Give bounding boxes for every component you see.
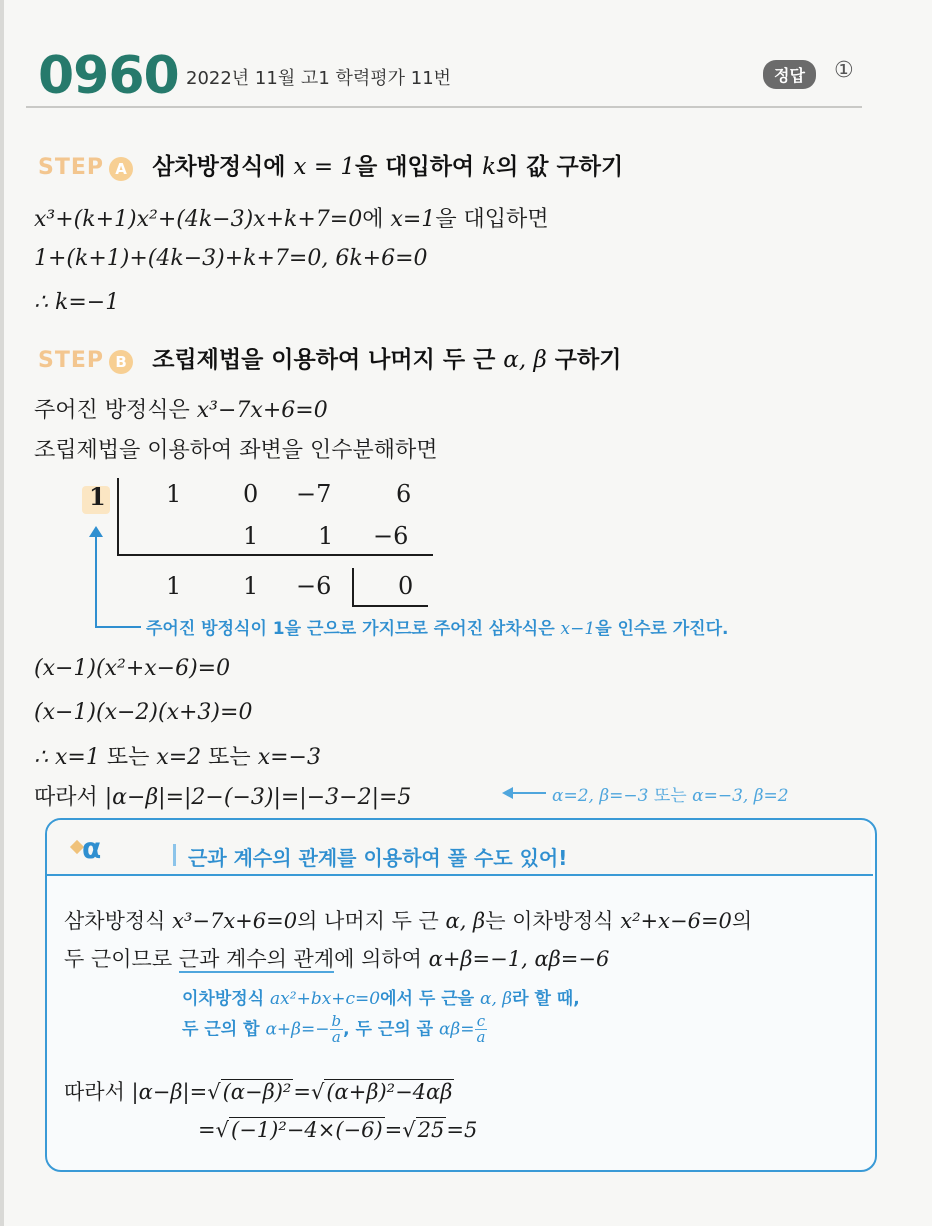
or-text: 또는 [201,745,258,770]
step-b-label: STEP [38,348,105,373]
sqrt-symbol: √ [402,1118,416,1142]
therefore: ∴ [34,745,55,770]
tip-note2-text-2: , 두 근의 곱 [343,1019,439,1040]
tip-note-2 [182,1014,487,1045]
step-b-title-math: α, β [503,347,547,373]
row1-cell: 0 [243,480,259,508]
tip-note2-math-2: αβ= [438,1019,475,1040]
row2-cell: 1 [243,522,259,550]
or-text: 또는 [99,745,157,770]
fraction-c-over-a [475,1014,488,1045]
step-a-title-text-2: 을 대입하여 [355,154,483,180]
sqrt-content: (−1)²−4×(−6) [231,1118,383,1142]
sqrt-symbol: √ [207,1080,221,1104]
sqrt-symbol: √ [310,1080,325,1104]
step-a-line1-math-2: x=1 [390,207,436,232]
step-a-equation: x³+(k+1)x²+(4k−3)x+k+7=0 [34,207,363,232]
tip-note1-math: ax²+bx+c=0 [270,989,381,1009]
tip-line3-math: |α−β|= [131,1080,208,1104]
sqrt-symbol: √ [215,1118,229,1142]
side-note-arrow-shaft [512,792,546,794]
note-arrow-leg [95,626,141,628]
tip-note-1 [182,984,580,1009]
equals: = [384,1118,403,1142]
tip-line1-text-4: 의 [731,909,753,933]
tip-header-divider [45,874,873,876]
tip-note1-math-2: α, β [479,989,513,1009]
up-arrow-icon [89,526,103,537]
step-b-heading [38,341,621,374]
tip-line1-text-3: 는 이차방정식 [485,909,621,933]
fraction-numerator: b [331,1012,342,1030]
step-a-heading [38,148,623,181]
final-value: =5 [446,1118,478,1142]
root-3: x=−3 [257,745,321,770]
step-a-title-k: k [482,154,497,180]
side-note [552,781,789,806]
tip-note1-text-2: 에서 두 근을 [380,989,480,1009]
equals: = [293,1080,311,1104]
alpha-icon: α [82,832,102,865]
therefore-text: 따라서 [34,785,105,810]
problem-source: 2022년 11월 고1 학력평가 11번 [186,68,452,89]
tip-title: 근과 계수의 관계를 이용하여 풀 수도 있어! [188,846,568,870]
step-b-title-text-2: 구하기 [546,347,622,373]
step-b-title-text-1: 조립제법을 이용하여 나머지 두 근 [152,347,504,373]
equals: = [198,1118,216,1142]
note-text-2: 을 인수로 가진다. [595,619,729,639]
final-result: |α−β|=|2−(−3)|=|−3−2|=5 [104,785,412,810]
step-a-title-text-1: 삼차방정식에 [152,154,294,180]
tip-line2-text-2: 에 의하여 [334,947,429,971]
note-math: x−1 [560,619,596,639]
remainder-box-bottom [352,605,428,607]
step-a-line-2: 1+(k+1)+(4k−3)+k+7=0, 6k+6=0 [34,246,428,271]
tip-line2-text-1: 두 근이므로 [64,947,179,971]
answer-value: ① [834,58,854,83]
note-arrow-shaft [95,534,97,628]
divisor: 1 [89,482,106,511]
note-text-1: 주어진 방정식이 1을 근으로 가지므로 주어진 삼차식은 [146,619,561,639]
row1-cell: 1 [166,480,182,508]
tip-line1-text-2: 의 나머지 두 근 [297,909,446,933]
step-a-label: STEP [38,155,105,180]
row3-cell: 1 [166,572,182,600]
step-a-title-text-3: 의 값 구하기 [496,154,624,180]
step-b-line-1 [34,393,328,424]
step-b-title [152,347,621,373]
tip-line-3 [64,1076,454,1106]
step-b-line1-text: 주어진 방정식은 [34,398,197,423]
factor-line-4 [34,780,411,811]
step-b-line-2: 조립제법을 이용하여 좌변을 인수분해하면 [34,438,438,463]
step-a-line1-text-2: 을 대입하면 [435,207,549,232]
root-1: x=1 [55,745,100,770]
factor-line-3 [34,740,321,771]
tip-title-bar [173,844,176,866]
left-arrow-icon [502,787,513,799]
header-divider [26,106,862,108]
division-horizontal-line [117,554,433,556]
remainder-box-left [352,568,354,606]
fraction-denominator: a [476,1028,486,1046]
tip-note1-text-3: 라 할 때, [512,989,580,1009]
step-a-badge: A [109,157,133,181]
row1-cell: −7 [296,480,332,508]
tip-line1-math: x³−7x+6=0 [172,909,298,933]
sqrt-content: (α+β)²−4αβ [326,1080,453,1104]
row3-cell: 1 [243,572,259,600]
problem-number: 0960 [38,46,179,106]
synthetic-note [146,614,728,639]
tip-line-2 [64,943,609,973]
tip-line1-math-3: x²+x−6=0 [620,909,732,933]
row2-cell: 1 [318,522,334,550]
tip-line3-text: 따라서 [64,1080,132,1104]
remainder: 0 [398,572,414,600]
fraction-denominator: a [331,1028,341,1046]
sqrt-content: 25 [417,1118,445,1142]
tip-line2-math: α+β=−1, αβ=−6 [428,947,610,971]
division-vertical-line [117,478,119,556]
sqrt-content: (α−β)² [222,1080,292,1104]
row1-cell: 6 [396,480,412,508]
step-a-title [152,154,623,180]
step-a-line-1 [34,202,549,233]
page-edge [0,0,4,1226]
side-note-math-1: α=2, β=−3 [552,786,649,806]
answer-badge: 정답 [763,60,816,89]
row2-cell: −6 [373,522,409,550]
step-a-line1-text-1: 에 [362,207,391,232]
side-note-text: 또는 [648,786,693,806]
step-b-line1-math: x³−7x+6=0 [196,398,328,423]
step-a-title-math: x = 1 [293,154,356,180]
tip-underlined-term: 근과 계수의 관계 [178,947,335,971]
factor-line-2: (x−1)(x−2)(x+3)=0 [34,700,253,725]
fraction-numerator: c [475,1014,488,1030]
tip-note2-text-1: 두 근의 합 [182,1019,266,1040]
step-b-badge: B [109,350,133,374]
tip-line1-math-2: α, β [445,909,486,933]
row3-cell: −6 [296,572,332,600]
tip-note1-text-1: 이차방정식 [182,989,271,1009]
step-a-line-3: ∴ k=−1 [34,290,120,315]
tip-line1-text-1: 삼차방정식 [64,909,173,933]
tip-note2-math: α+β=− [265,1019,330,1040]
factor-line-1: (x−1)(x²+x−6)=0 [34,656,231,681]
root-2: x=2 [156,745,202,770]
tip-line-1 [64,905,752,935]
tip-line-4 [198,1118,477,1142]
side-note-math-2: α=−3, β=2 [692,786,789,806]
fraction-b-over-a [330,1014,344,1045]
